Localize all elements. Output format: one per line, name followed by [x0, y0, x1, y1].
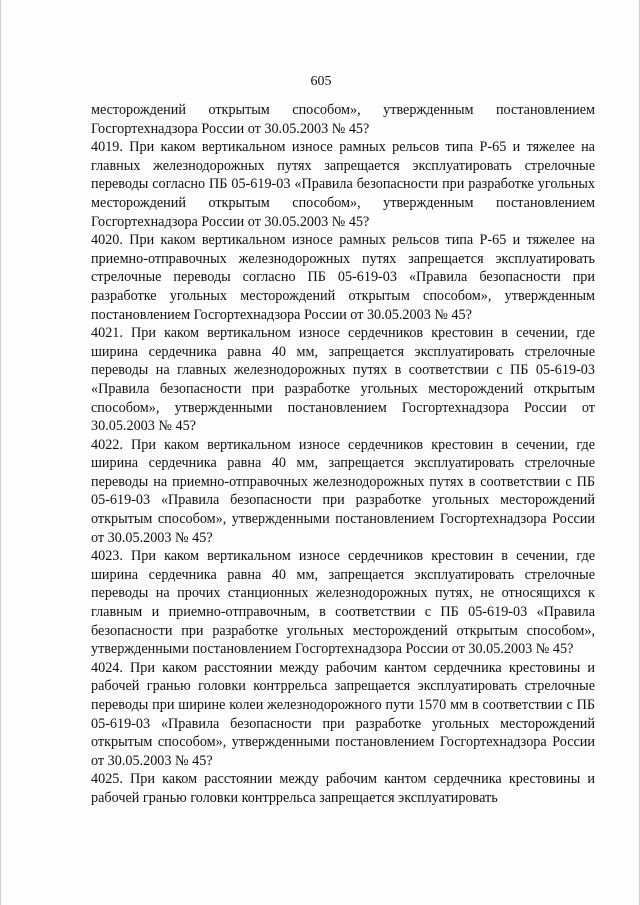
question-4021: 4021. При каком вертикальном износе сердечников крестовин в сечении, где ширина сердечника равна 40 мм, запрещается эксплуатировать стрелочные переводы на главных железнодорожных путях в соответствии с ПБ 05-619-03 «Правила безопасности при разработке угольных месторождений открытым способом», утвержденными постановлением Госгортехнадзора России от 30.05.2003 № 45? — [91, 325, 595, 435]
page-body — [91, 101, 595, 808]
question-4025: 4025. При каком расстоянии между рабочим кантом сердечника крестовины и рабочей гранью головки контррельса запрещается эксплуатировать — [91, 771, 595, 806]
page-number: 605 — [310, 74, 332, 89]
question-4022: 4022. При каком вертикальном износе сердечников крестовин в сечении, где ширина сердечника равна 40 мм, запрещается эксплуатировать стрелочные переводы на приемно-отправочных железнодорожных путях в соответствии с ПБ 05-619-03 «Правила безопасности при разработке угольных месторождений открытым способом», утвержденными постановлением Госгортехнадзора России от 30.05.2003 № 45? — [91, 436, 595, 546]
question-4020: 4020. При каком вертикальном износе рамных рельсов типа Р-65 и тяжелее на приемно-отправочных железнодорожных путях запрещается эксплуатировать стрелочные переводы согласно ПБ 05-619-03 «Правила безопасности при разработке угольных месторождений открытым способом», утвержденным постановлением Госгортехнадзора России от 30.05.2003 № 45? — [91, 232, 595, 323]
continuation-paragraph: месторождений открытым способом», утвержденным постановлением Госгортехнадзора России от 30.05.2003 № 45? — [91, 102, 595, 137]
question-4024: 4024. При каком расстоянии между рабочим кантом сердечника крестовины и рабочей гранью головки контррельса запрещается эксплуатировать стрелочные переводы при ширине колеи железнодорожного пути 1570 мм в соответствии с ПБ 05-619-03 «Правила безопасности при разработке угольных месторождений открытым способом», утвержденными постановлением Госгортехнадзора России от 30.05.2003 № 45? — [91, 659, 595, 769]
question-4023: 4023. При каком вертикальном износе сердечников крестовин в сечении, где ширина сердечника равна 40 мм, запрещается эксплуатировать стрелочные переводы на прочих станционных железнодорожных путях, не относящихся к главным и приемно-отправочным, в соответствии с ПБ 05-619-03 «Правила безопасности при разработке угольных месторождений открытым способом», утвержденными постановлением Госгортехнадзора России от 30.05.2003 № 45? — [91, 548, 595, 658]
question-4019: 4019. При каком вертикальном износе рамных рельсов типа Р-65 и тяжелее на главных железнодорожных путях запрещается эксплуатировать стрелочные переводы согласно ПБ 05-619-03 «Правила безопасности при разработке угольных месторождений открытым способом», утвержденным постановлением Госгортехнадзора России от 30.05.2003 № 45? — [91, 139, 595, 230]
